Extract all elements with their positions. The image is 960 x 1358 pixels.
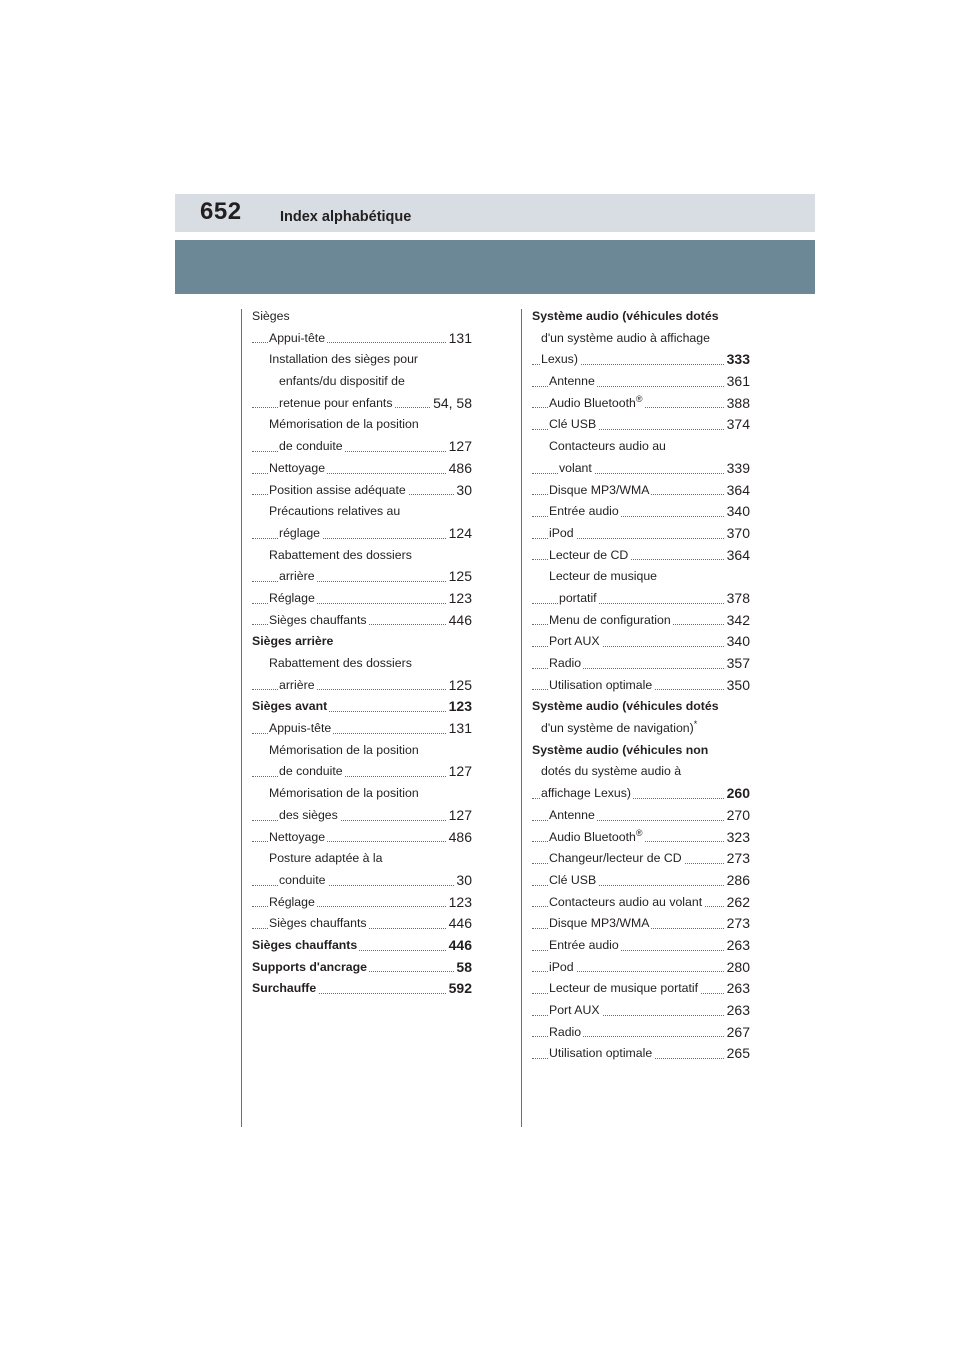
entry-label [549,960,576,974]
entry-label [269,331,327,345]
index-entry [252,913,472,935]
index-entry [532,436,750,458]
index-entry [252,718,472,740]
page-reference[interactable]: 323 [725,827,750,849]
index-entry [532,371,750,393]
page-reference[interactable]: 267 [725,1022,750,1044]
page-reference[interactable]: 370 [725,523,750,545]
entry-text: Port AUX [549,634,600,649]
column-divider-left [241,309,242,1127]
index-entry [532,349,750,371]
entry-label [269,830,327,844]
page-reference[interactable]: 265 [725,1043,750,1065]
entry-text: Appui-tête [269,330,326,345]
index-entry [532,523,750,545]
page-title: Index alphabétique [280,209,412,225]
entry-label [279,569,317,583]
entry-label [269,721,333,735]
entry-text: Système audio (véhicules non [532,742,709,757]
page-reference[interactable]: 361 [725,371,750,393]
page-reference[interactable]: 350 [725,675,750,697]
entry-text: Disque MP3/WMA [549,482,650,497]
entry-text: Mémorisation de la position [269,742,419,757]
index-entry [252,827,472,849]
index-entry [252,588,472,610]
entry-text: Utilisation optimale [549,677,653,692]
index-entry [532,480,750,502]
index-entry [252,631,472,653]
section-band [175,240,815,294]
entry-text: Mémorisation de la position [269,786,419,801]
entry-label [269,916,369,930]
entry-label [549,1046,654,1060]
page-reference[interactable]: 592 [447,978,472,1000]
entry-label [532,743,710,757]
entry-text: Lecteur de musique portatif [549,981,699,996]
entry-text: Lecteur de CD [549,547,629,562]
index-entry [252,393,472,415]
entry-label [549,656,583,670]
page-number: 652 [200,198,242,225]
entry-text: Radio [549,656,582,670]
index-entry [532,414,750,436]
index-entry [252,935,472,957]
entry-text: conduite [279,872,326,887]
index-entry [252,501,472,523]
entry-label [549,1025,583,1039]
entry-text: Contacteurs audio au volant [549,894,703,909]
entry-text: Sièges avant [252,699,328,714]
entry-text: Sièges [252,309,290,323]
entry-label [269,851,385,865]
page-reference[interactable]: 286 [725,870,750,892]
page-reference[interactable]: 446 [447,610,472,632]
entry-text: portatif [559,590,597,605]
entry-text: Antenne [549,374,595,389]
entry-label [269,591,317,605]
entry-text: Précautions relatives au [269,504,401,519]
entry-label [549,439,668,453]
entry-label [559,461,594,475]
index-entry [252,328,472,350]
index-entry [252,761,472,783]
entry-label [559,591,599,605]
entry-label [549,569,659,583]
entry-superscript: ® [635,827,643,838]
index-entry [252,566,472,588]
entry-text: affichage Lexus) [541,786,632,801]
index-entry [532,978,750,1000]
page-reference[interactable]: 131 [447,328,472,350]
page-reference[interactable]: 127 [447,761,472,783]
index-entry [252,523,472,545]
entry-label [541,786,633,800]
index-entry [252,957,472,979]
index-entry [532,718,750,740]
page-reference[interactable]: 333 [725,349,750,371]
entry-label [269,786,421,800]
entry-text: arrière [279,569,315,584]
entry-label [269,895,317,909]
page-reference[interactable]: 273 [725,913,750,935]
page-reference[interactable]: 263 [725,978,750,1000]
index-entry [252,978,472,1000]
page-reference[interactable]: 342 [725,610,750,632]
entry-label [252,960,369,974]
index-entry [532,827,750,849]
entry-label [532,309,721,323]
index-entry [252,414,472,436]
entry-label [549,895,704,909]
index-entry [532,761,750,783]
page-reference[interactable]: 273 [725,848,750,870]
page-reference[interactable]: 54, 58 [431,393,472,415]
index-column-left [252,306,472,1000]
index-entry [252,371,472,393]
entry-label [269,461,327,475]
entry-label [269,417,421,431]
index-entry [252,870,472,892]
index-entry [252,696,472,718]
page-reference[interactable]: 263 [725,1000,750,1022]
entry-text: Supports d'ancrage [252,959,367,974]
index-entry [532,848,750,870]
entry-text: Nettoyage [269,829,326,844]
page-reference[interactable]: 340 [725,501,750,523]
entry-label [549,827,644,844]
page-reference[interactable]: 364 [725,545,750,567]
index-entry [532,740,750,762]
index-entry [252,349,472,371]
entry-label [252,699,329,713]
entry-text: d'un système audio à affichage [541,330,710,345]
page-reference[interactable]: 30 [454,870,472,892]
entry-text: Réglage [269,590,315,605]
entry-label [541,764,683,778]
page-reference[interactable]: 280 [725,957,750,979]
index-entry [532,783,750,805]
entry-text: iPod [549,525,574,540]
page-reference[interactable]: 263 [725,935,750,957]
entry-label [549,938,621,952]
index-entry [252,610,472,632]
index-entry [532,935,750,957]
entry-text: Appuis-tête [269,721,332,736]
index-entry [532,610,750,632]
entry-text: enfants/du dispositif de [279,374,405,389]
entry-text: de conduite [279,439,343,454]
entry-text: Sièges arrière [252,634,334,649]
entry-label [279,374,407,388]
index-entry [532,1022,750,1044]
entry-label [541,352,580,366]
index-entry [532,328,750,350]
page-reference[interactable]: 270 [725,805,750,827]
index-entry [532,805,750,827]
entry-text: Sièges chauffants [252,937,358,952]
entry-label [279,873,328,887]
entry-text: Système audio (véhicules dotés [532,309,719,323]
entry-label [252,981,318,995]
index-entry [532,501,750,523]
page-reference[interactable]: 374 [725,414,750,436]
index-entry [532,696,750,718]
index-entry [532,1000,750,1022]
index-entry [252,848,472,870]
entry-label [549,417,598,431]
entry-label [549,808,597,822]
page-reference[interactable]: 364 [725,480,750,502]
entry-label [269,656,414,670]
index-entry [252,545,472,567]
entry-label [549,851,684,865]
entry-text: Clé USB [549,417,597,432]
page-reference[interactable]: 446 [447,935,472,957]
index-entry [252,783,472,805]
page-reference[interactable]: 340 [725,631,750,653]
entry-label [279,396,395,410]
column-divider-right [521,309,522,1127]
header-bar [175,194,815,232]
entry-label [252,309,292,323]
page-reference[interactable]: 378 [725,588,750,610]
entry-label [252,938,359,952]
index-entry [532,393,750,415]
index-entry [532,1043,750,1065]
entry-text: Radio [549,1024,582,1039]
entry-label [279,526,322,540]
page-reference[interactable]: 30 [454,480,472,502]
index-entry [532,545,750,567]
entry-text: iPod [549,959,574,974]
index-entry [532,631,750,653]
entry-label [549,526,576,540]
entry-label [549,916,651,930]
index-entry [252,306,472,328]
entry-text: Posture adaptée à la [269,851,383,866]
index-column-right [532,306,750,1065]
entry-text: Surchauffe [252,981,317,996]
page-reference[interactable]: 262 [725,892,750,914]
entry-label [549,504,621,518]
entry-text: retenue pour enfants [279,395,393,410]
page-reference[interactable]: 123 [447,588,472,610]
entry-text: Sièges chauffants [269,612,367,627]
page-reference[interactable]: 388 [725,393,750,415]
index-entry [532,588,750,610]
entry-label [269,613,369,627]
entry-label [279,439,345,453]
entry-label [279,764,345,778]
entry-label [269,483,408,497]
entry-text: Installation des sièges pour [269,352,419,367]
index-entry [252,480,472,502]
entry-label [549,981,700,995]
index-entry [252,458,472,480]
entry-text: Entrée audio [549,937,619,952]
index-entry [252,805,472,827]
page-reference[interactable]: 446 [447,913,472,935]
index-entry [532,957,750,979]
index-entry [532,458,750,480]
entry-label [279,678,317,692]
page-reference[interactable]: 260 [725,783,750,805]
page-reference[interactable]: 123 [447,696,472,718]
entry-text: Utilisation optimale [549,1046,653,1061]
entry-label [549,634,602,648]
page-reference[interactable]: 486 [447,458,472,480]
page-reference[interactable]: 486 [447,827,472,849]
entry-text: Entrée audio [549,504,619,519]
entry-label [549,548,630,562]
entry-text: Rabattement des dossiers [269,656,412,670]
entry-text: Lecteur de musique [549,569,658,584]
entry-superscript: ® [635,393,643,404]
entry-text: Sièges chauffants [269,916,367,931]
index-entry [252,740,472,762]
page-reference[interactable]: 127 [447,436,472,458]
page-reference[interactable]: 127 [447,805,472,827]
entry-text: réglage [279,525,321,540]
entry-label [269,504,402,518]
entry-label [549,613,673,627]
entry-text: Clé USB [549,872,597,887]
entry-label [549,393,644,410]
entry-text: des sièges [279,807,338,822]
entry-label [252,634,335,648]
index-entry [532,892,750,914]
index-entry [252,653,472,675]
entry-label [549,483,651,497]
index-entry [532,913,750,935]
index-entry [532,306,750,328]
page-reference[interactable]: 131 [447,718,472,740]
entry-superscript: * [693,718,698,729]
entry-text: Audio Bluetooth [549,395,636,410]
entry-label [269,548,414,562]
entry-label [269,352,420,366]
page-reference[interactable]: 123 [447,892,472,914]
page-reference[interactable]: 125 [447,675,472,697]
entry-text: Audio Bluetooth [549,829,636,844]
entry-text: Antenne [549,807,595,822]
entry-label [269,743,421,757]
entry-label [549,678,654,692]
entry-text: Changeur/lecteur de CD [549,851,682,866]
entry-label [541,718,699,736]
entry-text: dotés du système audio à [541,764,682,779]
entry-text: Position assise adéquate [269,482,406,497]
entry-text: volant [559,460,592,475]
entry-text: d'un système de navigation) [541,721,694,736]
index-entry [532,870,750,892]
entry-label [279,808,340,822]
entry-text: Lexus) [541,352,578,367]
entry-label [549,1003,602,1017]
index-entry [252,436,472,458]
entry-text: Système audio (véhicules dotés [532,699,719,714]
entry-label [549,873,598,887]
entry-label [532,699,721,713]
entry-text: Contacteurs audio au [549,439,666,454]
entry-text: Mémorisation de la position [269,417,419,432]
page-reference[interactable]: 125 [447,566,472,588]
entry-text: de conduite [279,764,343,779]
index-entry [252,892,472,914]
index-entry [532,653,750,675]
entry-text: Port AUX [549,1003,600,1017]
entry-text: arrière [279,677,315,692]
entry-text: Disque MP3/WMA [549,916,650,931]
index-entry [252,675,472,697]
entry-text: Nettoyage [269,460,326,475]
page-reference[interactable]: 58 [454,957,472,979]
page-reference[interactable]: 357 [725,653,750,675]
entry-text: Menu de configuration [549,612,671,627]
entry-label [541,331,712,345]
page-reference[interactable]: 339 [725,458,750,480]
index-entry [532,566,750,588]
entry-text: Réglage [269,894,315,909]
entry-text: Rabattement des dossiers [269,547,412,562]
page-reference[interactable]: 124 [447,523,472,545]
index-entry [532,675,750,697]
entry-label [549,374,597,388]
